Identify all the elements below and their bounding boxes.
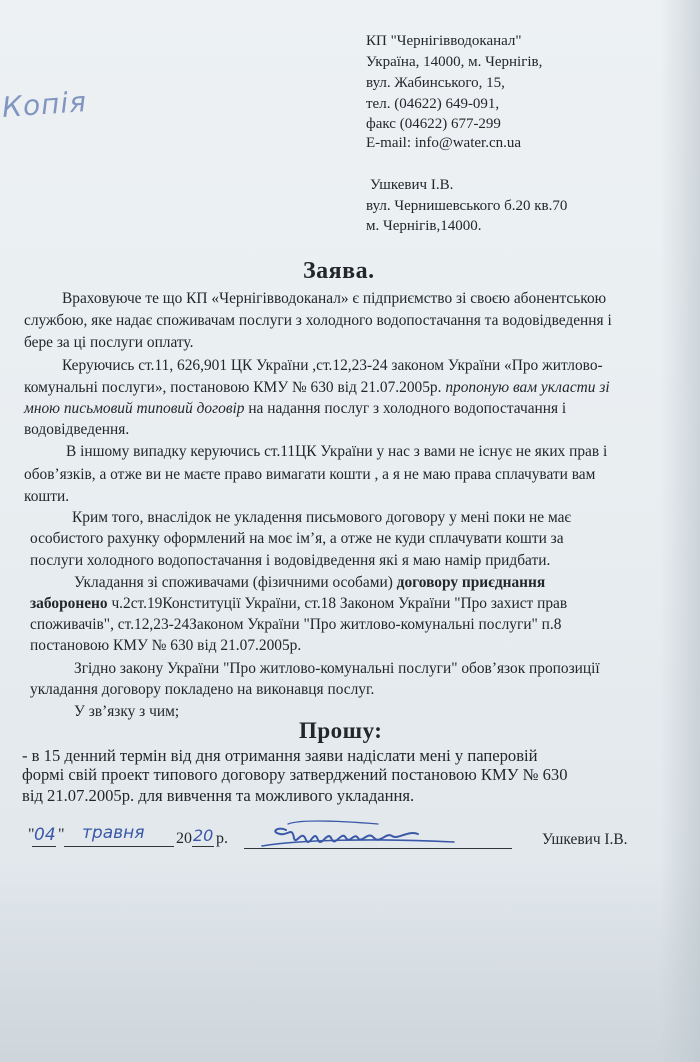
body-text: Укладання зі споживачами (фізичними особами) (74, 574, 397, 591)
body-line: укладання договору покладено на виконавця послуг. (30, 681, 375, 698)
page-bottom-shadow (0, 862, 700, 1062)
body-line (24, 379, 610, 397)
recipient-line: вул. Жабинського, 15, (366, 75, 505, 91)
sender-name: Ушкевич І.В. (370, 177, 454, 193)
body-line: послуги холодного водопостачання і водовідведення які я маю намір придбати. (30, 552, 551, 569)
body-line (24, 400, 566, 418)
year-underline (192, 846, 214, 847)
year-prefix: 20 (176, 830, 192, 847)
body-text: на надання послуг з холодного водопостачання і (244, 400, 567, 417)
date-day: 04 (34, 825, 56, 845)
body-line: Крим того, внаслідок не укладення письмового договору у мені поки не має (72, 509, 572, 526)
signer-name: Ушкевич І.В. (542, 831, 628, 848)
body-line: Враховуючe те що КП «Чернігівводоканал» є підприємство зі своєю абонентською (62, 290, 607, 307)
year-unit: р. (216, 830, 228, 847)
body-line: постановою КМУ № 630 від 21.07.2005р. (30, 637, 302, 654)
handwritten-signature (258, 816, 458, 856)
copy-stamp: Копія (0, 85, 89, 124)
body-line (30, 595, 567, 613)
recipient-line: КП "Чернігівводоканал" (366, 33, 522, 49)
sender-street: вул. Чернишевського б.20 кв.70 (366, 198, 568, 214)
date-quote-close: " (58, 826, 65, 843)
request-line: від 21.07.2005р. для вивчення та можливого укладання. (22, 786, 415, 805)
signature-underline (244, 848, 512, 849)
request-line: - в 15 денний термін від дня отримання заяви надіслати мені у паперовій (22, 746, 538, 765)
body-line: Згідно закону України "Про житлово-комунальні послуги" обов’язок пропозиції (74, 660, 600, 677)
body-line: бере за ці послуги оплату. (24, 334, 194, 351)
request-title: Прошу: (299, 718, 383, 743)
body-text: комунальні послуги», постановою КМУ № 630 від 21.07.2005р. (24, 379, 446, 396)
body-line: кошти. (24, 488, 70, 505)
body-line (74, 574, 545, 592)
body-line: особистого рахунку оформлений на моє ім’я, а отже не куди сплачувати кошти за (30, 530, 564, 547)
date-quote-open: " (28, 826, 35, 843)
recipient-line: Україна, 14000, м. Чернігів, (366, 54, 543, 70)
recipient-line: тел. (04622) 649-091, (366, 96, 500, 112)
month-underline (64, 846, 174, 847)
sender-city: м. Чернігів,14000. (366, 218, 482, 234)
body-line: В іншому випадку керуючись ст.11ЦК України у нас з вами не існує не яких прав і (66, 443, 608, 460)
body-line: водовідведення. (24, 421, 130, 438)
year-suffix: 20 (193, 826, 214, 845)
body-line: обов’язків, а отже ви не маєте право вимагати кошти , а я не маю права сплачувати вам (24, 466, 596, 483)
bold-term: договору приєднання (396, 574, 546, 591)
proposal-italic: пропоную вам укласти зі (445, 379, 610, 396)
request-line: формі свій проект типового договору затверджений постановою КМУ № 630 (22, 765, 568, 784)
recipient-line: факс (04622) 677-299 (366, 116, 501, 132)
body-text: ч.2ст.19Конституції України, ст.18 Законом України "Про захист прав (107, 595, 568, 612)
body-line: Керуючись ст.11, 626,901 ЦК України ,ст.12,23-24 законом України «Про житлово- (62, 357, 603, 374)
body-line: споживачів", ст.12,23-24Законом України "Про житлово-комунальні послуги" п.8 (30, 616, 562, 633)
body-line: службою, яке надає споживачам послуги з холодного водопостачання та водовідведення і (24, 312, 612, 329)
recipient-email: E-mail: info@water.cn.ua (366, 135, 522, 151)
proposal-italic: мною письмовий типовий договір (24, 400, 245, 417)
document-title: Заява. (303, 258, 375, 284)
date-month: травня (82, 823, 145, 843)
body-line: У зв’язку з чим; (74, 703, 180, 720)
bold-term: заборонено (30, 595, 108, 612)
day-underline (32, 846, 56, 847)
